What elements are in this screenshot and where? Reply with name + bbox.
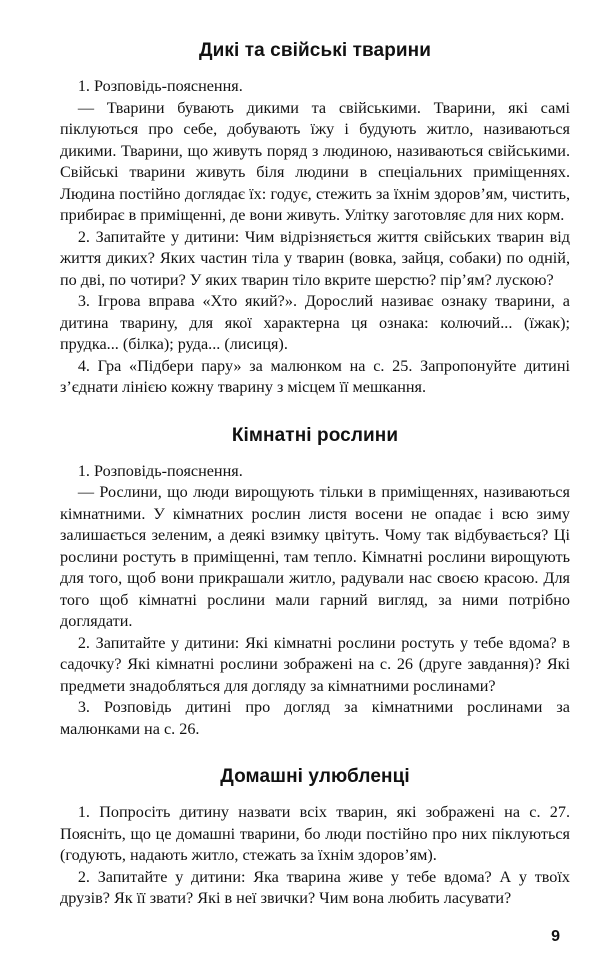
paragraph: 1. Розповідь-пояснення. bbox=[77, 77, 243, 95]
paragraph: 2. Запитайте у дитини: Яка тварина живе у тебе вдома? А у твоїх друзів? Як її звати? Які в неї звички? Чим вона любить ласувати? bbox=[60, 867, 570, 907]
paragraph: — Тварини бувають дикими та свійськими. Тварини, які самі піклуються про себе, добувають їжу і будують житло, називаються дикими. Тварини, що живуть поряд з людиною, називаються свійськими. Свійські тварини живуть біля людини в спеціальних приміщеннях. Людина постійно доглядає їх: годує, стежить за їхнім здоров’ям, чистить, прибирає в приміщенні, де вони живуть. Улітку заготовляє для них корм. bbox=[60, 98, 570, 224]
section-title-wild-domestic-animals: Дикі та свійські тварини bbox=[198, 40, 432, 61]
paragraph: 2. Запитайте у дитини: Які кімнатні рослини ростуть у тебе вдома? в садочку? Які кімнатні рослини зображені на с. 26 (друге завдання)? Які предмети знадобляться для догляду за кімнатними рослинами? bbox=[60, 633, 570, 695]
paragraph: 3. Ігрова вправа «Хто який?». Дорослий називає ознаку тварини, а дитина тварину, для якої характерна ця ознака: колючий... (їжак); прудка... (білка); руда... (лисиця). bbox=[60, 292, 570, 353]
paragraph: 4. Гра «Підбери пару» за малюнком на с. 25. Запропонуйте дитині з’єднати лінією кожну тварину з місцем її мешкання. bbox=[60, 356, 570, 396]
paragraph: 1. Попросіть дитину назвати всіх тварин, які зображені на с. 27. Поясніть, що це домашні тварини, бо люди постійно про них піклуються (годують, надають житло, стежать за їхнім здоров’ям). bbox=[60, 803, 570, 864]
section-title-house-plants: Кімнатні рослини bbox=[231, 424, 399, 446]
section-title-pets: Домашні улюбленці bbox=[220, 766, 410, 787]
paragraph: 2. Запитайте у дитини: Чим відрізняється життя свійських тварин від життя диких? Яких частин тіла у тварин (вовка, зайця, собаки) по одній, по дві, по чотири? У яких тварин тіло вкрите шерстю? пір’ям? лускою? bbox=[60, 227, 570, 289]
paragraph: 3. Розповідь дитині про догляд за кімнатними рослинами за малюнками на с. 26. bbox=[60, 698, 570, 738]
paragraph: — Рослини, що люди вирощують тільки в приміщеннях, називаються кімнатними. У кімнатних рослин листя восени не опадає і всю зиму залишається зеленим, а деякі взимку цвітуть. Чому так відбувається? Ці рослини ростуть в приміщенні, там тепло. Кімнатні рослини вирощують для того, щоб вони прикрашали житло, радували нас своєю красою. Для того щоб кімнатні рослини мали гарний вигляд, за ними потрібно доглядати. bbox=[60, 483, 570, 630]
page-content bbox=[60, 40, 570, 910]
paragraph: 1. Розповідь-пояснення. bbox=[77, 461, 243, 480]
page-number: 9 bbox=[551, 928, 560, 945]
